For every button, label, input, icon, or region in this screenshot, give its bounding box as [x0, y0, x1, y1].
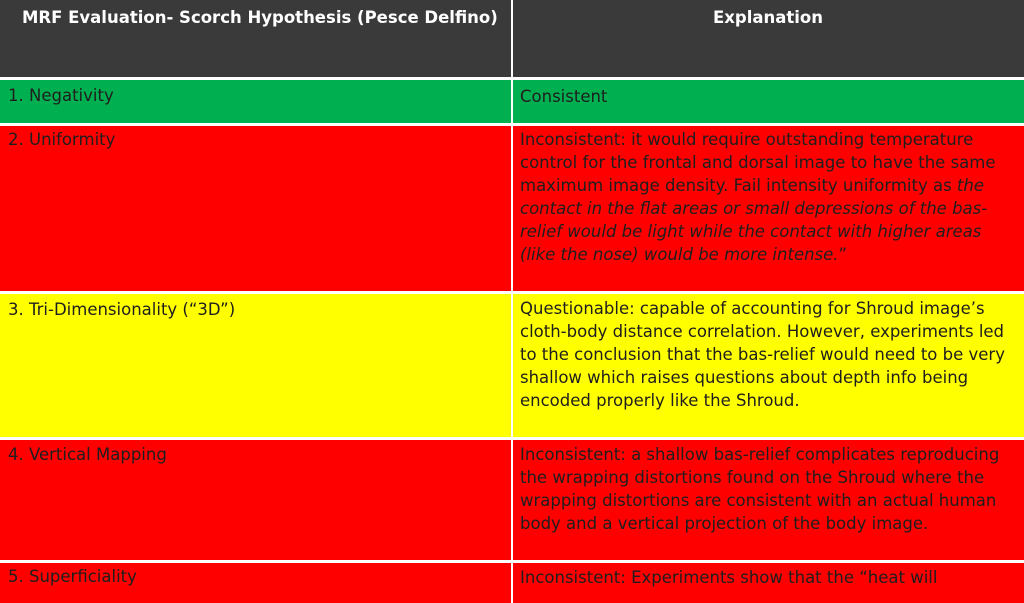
column-divider — [511, 440, 513, 560]
explanation-text: Inconsistent: it would require outstanding temperature control for the frontal and dorsal image to have the same maximum image density. Fail intensity uniformity as the contact in the flat areas or small depressions of the bas-relief would be light while the contact with higher areas (like the nose) would be more intense.” — [520, 130, 996, 264]
table-row-uniformity — [0, 126, 1024, 291]
criterion-label: 1. Negativity — [8, 86, 114, 105]
criterion-label: 2. Uniformity — [8, 130, 116, 149]
header-explanation: Explanation — [712, 8, 824, 27]
criterion-label: 4. Vertical Mapping — [8, 445, 167, 464]
criterion-label: 5. Superficiality — [8, 567, 137, 586]
table-row-negativity — [0, 80, 1024, 123]
column-divider — [511, 294, 513, 437]
explanation-text: Inconsistent: a shallow bas-relief complicates reproducing the wrapping distortions found on the Shroud where the wrapping distortions are consistent with an actual human body and a vertical projection of the body image. — [520, 445, 1000, 533]
explanation-text: Consistent — [520, 87, 608, 106]
column-divider — [511, 0, 513, 77]
table-row-vertical-mapping — [0, 440, 1024, 560]
column-divider — [511, 80, 513, 123]
column-divider — [511, 563, 513, 603]
table-header — [0, 0, 1024, 77]
explanation-text: Questionable: capable of accounting for Shroud image’s cloth-body distance correlation. However, experiments led to the conclusion that the bas-relief would need to be very shallow which raises questions about depth info being encoded properly like the Shroud. — [520, 299, 1005, 410]
criterion-label: 3. Tri-Dimensionality (“3D”) — [8, 300, 236, 319]
explanation-quote: the contact in the flat areas or small depressions of the bas-relief would be light while the contact with higher areas (like the nose) would be more intense. — [520, 176, 988, 264]
table-row-superficiality — [0, 563, 1024, 603]
table-row-tri-dimensionality — [0, 294, 1024, 437]
explanation-text: Inconsistent: Experiments show that the “heat will — [520, 568, 938, 587]
column-divider — [511, 126, 513, 291]
header-criteria: MRF Evaluation- Scorch Hypothesis (Pesce Delfino) — [22, 8, 498, 27]
